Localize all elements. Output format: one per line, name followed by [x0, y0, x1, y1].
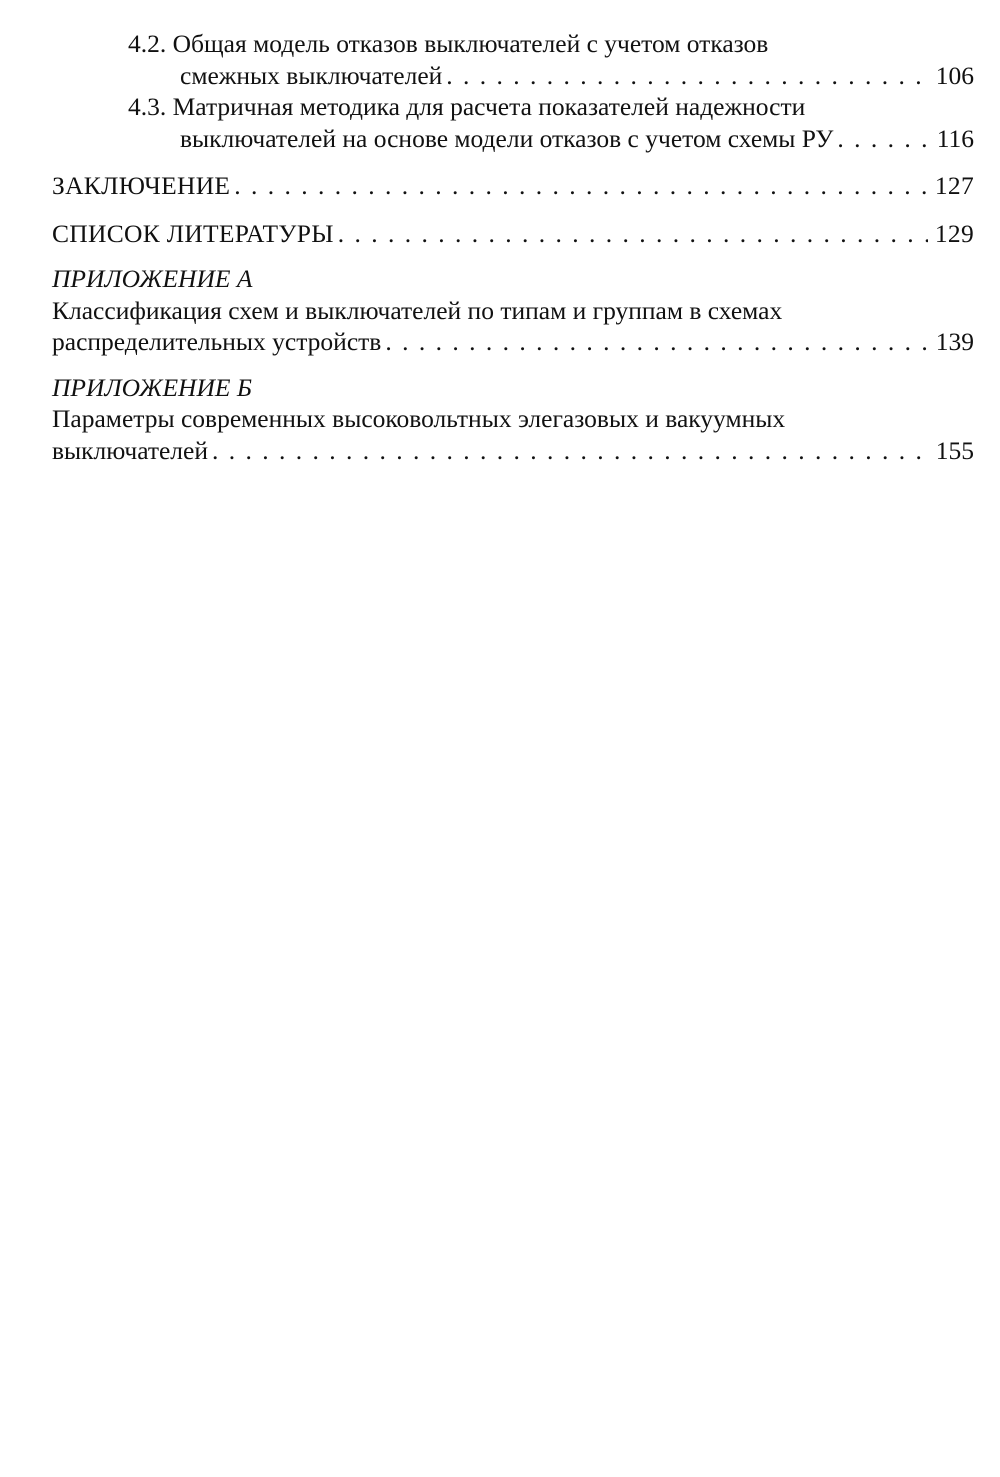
- appendix-title-line: Параметры современных высоковольтных элегазовых и вакуумных: [52, 404, 786, 433]
- toc-entry-title-line: смежных выключателей: [180, 60, 443, 90]
- toc-entry-4-2[interactable]: [52, 28, 974, 91]
- appendix-title-line: распределительных устройств: [52, 327, 382, 356]
- page-number: 139: [935, 327, 974, 356]
- toc-entry-references[interactable]: [52, 218, 974, 250]
- toc-entry-title: СПИСОК ЛИТЕРАТУРЫ: [52, 218, 334, 248]
- toc-entry-4-3[interactable]: [52, 91, 974, 154]
- dot-leader: [385, 326, 928, 358]
- dot-leader: [234, 170, 928, 202]
- dot-leader: [338, 218, 928, 250]
- dot-leader: [837, 123, 928, 155]
- page-number: 129: [934, 218, 974, 248]
- toc-entry-title-line: 4.2. Общая модель отказов выключателей с учетом отказов: [128, 29, 769, 58]
- page-number: 155: [935, 435, 974, 465]
- table-of-contents: [52, 28, 974, 466]
- page-number: 116: [936, 123, 974, 153]
- toc-entry-title-line: выключателей на основе модели отказов с учетом схемы РУ: [180, 123, 834, 153]
- toc-entry-title-line: 4.3. Матричная методика для расчета показателей надежности: [128, 92, 806, 121]
- toc-entry-appendix-a[interactable]: [52, 263, 974, 358]
- page-number: 106: [935, 60, 974, 90]
- toc-entry-title: ЗАКЛЮЧЕНИЕ: [52, 171, 231, 200]
- appendix-heading: ПРИЛОЖЕНИЕ Б: [52, 372, 252, 402]
- appendix-title-line: выключателей: [52, 435, 209, 465]
- dot-leader: [212, 435, 928, 467]
- toc-entry-conclusion[interactable]: [52, 170, 974, 202]
- dot-leader: [446, 60, 928, 92]
- appendix-title-line: Классификация схем и выключателей по типам и группам в схемах: [52, 295, 783, 325]
- toc-entry-appendix-b[interactable]: [52, 372, 974, 467]
- appendix-heading: ПРИЛОЖЕНИЕ А: [52, 264, 253, 293]
- page-number: 127: [934, 171, 974, 200]
